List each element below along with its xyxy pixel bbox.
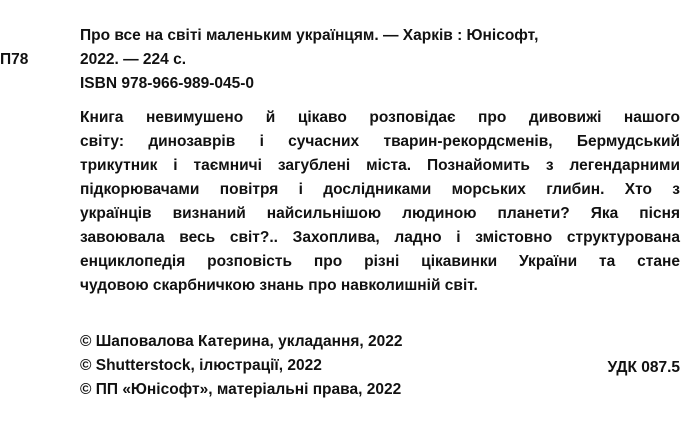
udk-code: УДК 087.5 — [607, 359, 680, 376]
isbn: ISBN 978-966-989-045-0 — [80, 75, 255, 92]
annotation-line: трикутник і таємничі загублені міста. Познайомить з легендарними — [80, 157, 680, 174]
annotation-line: енциклопедія розповість про різні цікавинки України та стане — [80, 253, 680, 270]
annotation-line: завоювала весь світ?.. Захоплива, ладно і змістовно структурована — [80, 229, 680, 246]
catalog-code: П78 — [0, 51, 29, 68]
copyright-line: © ПП «Юнісофт», матеріальні права, 2022 — [80, 381, 402, 398]
annotation-line: світу: динозаврів і сучасних тварин-рекордсменів, Бермудський — [80, 133, 680, 150]
bibliographic-record — [80, 24, 680, 96]
copyright-line: © Шаповалова Катерина, укладання, 2022 — [80, 333, 403, 350]
copyright-line: © Shutterstock, ілюстрації, 2022 — [80, 357, 322, 374]
annotation-line: чудовою скарбничкою знань про навколишній світ. — [80, 277, 478, 294]
annotation-line: підкорювачами повітря і дослідниками морських глибин. Хто з — [80, 181, 680, 198]
annotation-line: українців визнаний найсильнішою людиною планети? Яка пісня — [80, 205, 680, 222]
annotation-line: Книга невимушено й цікаво розповідає про дивовижі нашого — [80, 109, 680, 126]
bib-publication-line: 2022. — 224 с. — [80, 51, 186, 68]
book-title: Про все на світі — [80, 27, 202, 44]
book-title-rest: маленьким українцям. — Харків : Юнісофт, — [201, 27, 539, 44]
bib-title-line — [80, 24, 680, 48]
annotation — [80, 106, 680, 298]
copyright-block — [80, 330, 680, 402]
